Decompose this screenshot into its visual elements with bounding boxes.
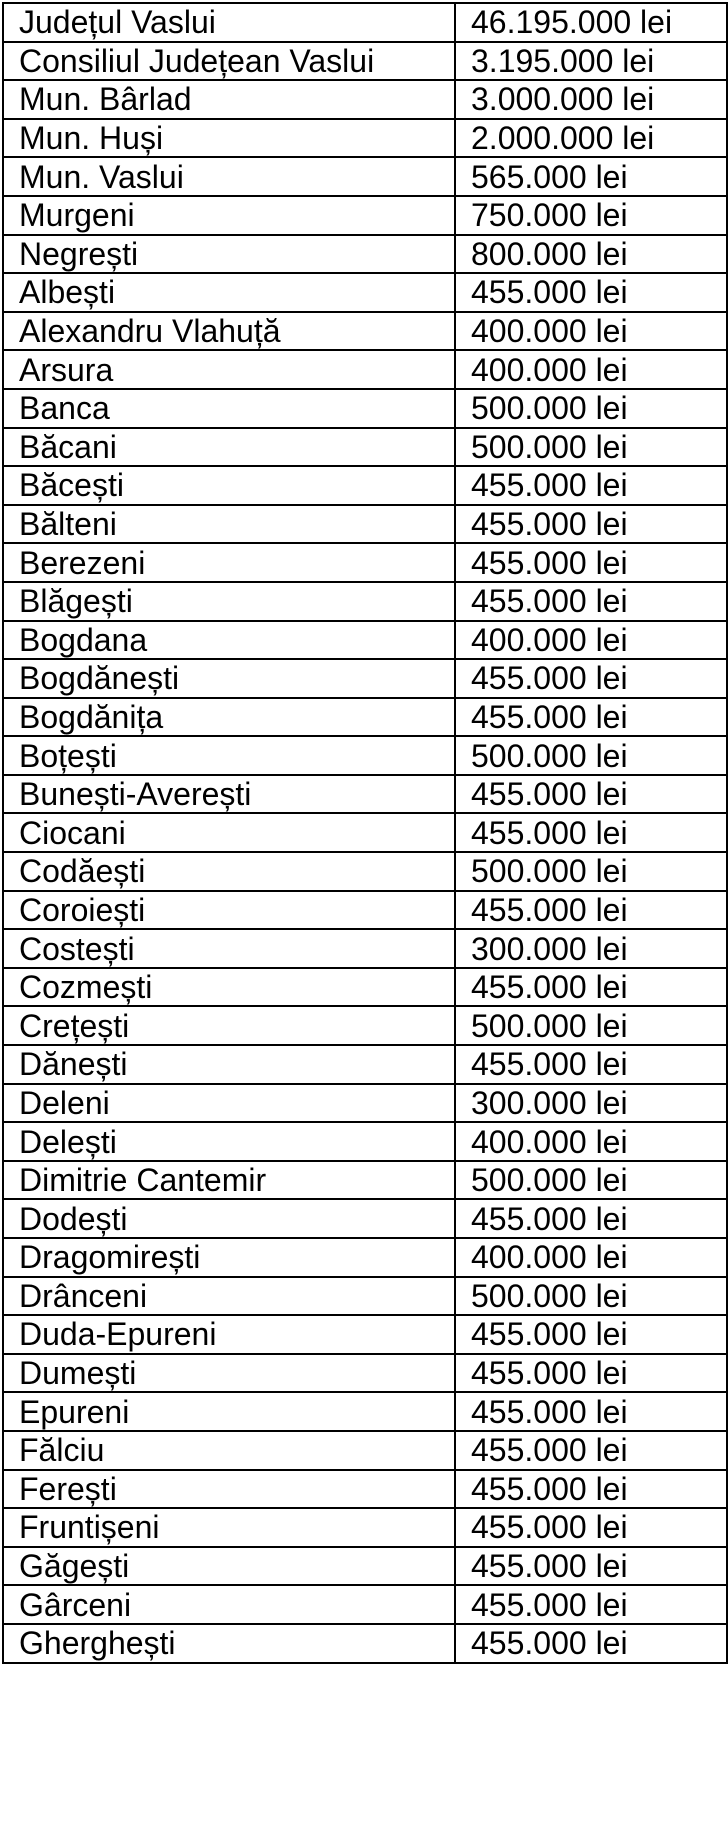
locality-name-cell: Județul Vaslui — [3, 3, 455, 42]
locality-name-cell: Arsura — [3, 350, 455, 389]
amount-cell: 500.000 lei — [455, 1277, 727, 1316]
table-row — [3, 929, 727, 968]
amount-cell: 800.000 lei — [455, 235, 727, 274]
amount-cell: 400.000 lei — [455, 350, 727, 389]
amount-cell: 500.000 lei — [455, 1161, 727, 1200]
locality-name-cell: Murgeni — [3, 196, 455, 235]
locality-name-cell: Dodești — [3, 1199, 455, 1238]
locality-name-cell: Bunești-Averești — [3, 775, 455, 814]
amount-cell: 400.000 lei — [455, 1122, 727, 1161]
table-row — [3, 1006, 727, 1045]
table-row — [3, 1277, 727, 1316]
amount-cell: 3.000.000 lei — [455, 80, 727, 119]
amount-cell: 455.000 lei — [455, 273, 727, 312]
table-row — [3, 157, 727, 196]
locality-name-cell: Deleni — [3, 1084, 455, 1123]
amount-cell: 455.000 lei — [455, 775, 727, 814]
locality-name-cell: Fălciu — [3, 1431, 455, 1470]
amount-cell: 455.000 lei — [455, 659, 727, 698]
table-row — [3, 80, 727, 119]
amount-cell: 455.000 lei — [455, 1315, 727, 1354]
amount-cell: 455.000 lei — [455, 891, 727, 930]
amount-cell: 500.000 lei — [455, 852, 727, 891]
table-row — [3, 1238, 727, 1277]
table-row — [3, 1470, 727, 1509]
table-row — [3, 235, 727, 274]
amount-cell: 455.000 lei — [455, 813, 727, 852]
amount-cell: 455.000 lei — [455, 968, 727, 1007]
locality-name-cell: Bogdănești — [3, 659, 455, 698]
allocation-table — [2, 2, 728, 1664]
table-row — [3, 196, 727, 235]
locality-name-cell: Duda-Epureni — [3, 1315, 455, 1354]
amount-cell: 455.000 lei — [455, 1508, 727, 1547]
locality-name-cell: Găgești — [3, 1547, 455, 1586]
locality-name-cell: Dimitrie Cantemir — [3, 1161, 455, 1200]
amount-cell: 455.000 lei — [455, 1547, 727, 1586]
table-row — [3, 1392, 727, 1431]
locality-name-cell: Delești — [3, 1122, 455, 1161]
locality-name-cell: Gherghești — [3, 1624, 455, 1663]
table-row — [3, 273, 727, 312]
amount-cell: 500.000 lei — [455, 1006, 727, 1045]
table-row — [3, 813, 727, 852]
table-row — [3, 3, 727, 42]
table-row — [3, 582, 727, 621]
amount-cell: 500.000 lei — [455, 428, 727, 467]
amount-cell: 500.000 lei — [455, 389, 727, 428]
table-row — [3, 312, 727, 351]
table-row — [3, 968, 727, 1007]
table-row — [3, 466, 727, 505]
amount-cell: 500.000 lei — [455, 736, 727, 775]
amount-cell: 455.000 lei — [455, 505, 727, 544]
locality-name-cell: Coroiești — [3, 891, 455, 930]
table-row — [3, 119, 727, 158]
amount-cell: 455.000 lei — [455, 466, 727, 505]
amount-cell: 455.000 lei — [455, 1045, 727, 1084]
amount-cell: 3.195.000 lei — [455, 42, 727, 81]
locality-name-cell: Mun. Huși — [3, 119, 455, 158]
table-row — [3, 891, 727, 930]
locality-name-cell: Albești — [3, 273, 455, 312]
locality-name-cell: Ferești — [3, 1470, 455, 1509]
amount-cell: 455.000 lei — [455, 1199, 727, 1238]
locality-name-cell: Ciocani — [3, 813, 455, 852]
table-row — [3, 1315, 727, 1354]
table-row — [3, 1624, 727, 1663]
locality-name-cell: Băcești — [3, 466, 455, 505]
table-row — [3, 42, 727, 81]
amount-cell: 455.000 lei — [455, 1354, 727, 1393]
table-row — [3, 852, 727, 891]
locality-name-cell: Bălteni — [3, 505, 455, 544]
allocation-table-body — [3, 3, 727, 1663]
locality-name-cell: Banca — [3, 389, 455, 428]
amount-cell: 750.000 lei — [455, 196, 727, 235]
locality-name-cell: Drânceni — [3, 1277, 455, 1316]
table-row — [3, 1122, 727, 1161]
amount-cell: 455.000 lei — [455, 1392, 727, 1431]
table-row — [3, 1084, 727, 1123]
locality-name-cell: Alexandru Vlahuță — [3, 312, 455, 351]
locality-name-cell: Berezeni — [3, 543, 455, 582]
locality-name-cell: Dănești — [3, 1045, 455, 1084]
locality-name-cell: Fruntișeni — [3, 1508, 455, 1547]
locality-name-cell: Epureni — [3, 1392, 455, 1431]
locality-name-cell: Costești — [3, 929, 455, 968]
table-row — [3, 621, 727, 660]
table-row — [3, 1354, 727, 1393]
table-row — [3, 1508, 727, 1547]
amount-cell: 455.000 lei — [455, 543, 727, 582]
table-row — [3, 775, 727, 814]
amount-cell: 455.000 lei — [455, 1431, 727, 1470]
table-row — [3, 1585, 727, 1624]
amount-cell: 300.000 lei — [455, 1084, 727, 1123]
table-row — [3, 505, 727, 544]
amount-cell: 565.000 lei — [455, 157, 727, 196]
table-row — [3, 1161, 727, 1200]
table-row — [3, 736, 727, 775]
locality-name-cell: Mun. Vaslui — [3, 157, 455, 196]
locality-name-cell: Consiliul Județean Vaslui — [3, 42, 455, 81]
locality-name-cell: Cozmești — [3, 968, 455, 1007]
table-row — [3, 1431, 727, 1470]
amount-cell: 46.195.000 lei — [455, 3, 727, 42]
amount-cell: 400.000 lei — [455, 621, 727, 660]
amount-cell: 400.000 lei — [455, 1238, 727, 1277]
table-row — [3, 1199, 727, 1238]
locality-name-cell: Băcani — [3, 428, 455, 467]
locality-name-cell: Crețești — [3, 1006, 455, 1045]
amount-cell: 455.000 lei — [455, 1585, 727, 1624]
table-row — [3, 659, 727, 698]
amount-cell: 2.000.000 lei — [455, 119, 727, 158]
table-row — [3, 1547, 727, 1586]
locality-name-cell: Blăgești — [3, 582, 455, 621]
table-row — [3, 698, 727, 737]
locality-name-cell: Bogdănița — [3, 698, 455, 737]
table-row — [3, 428, 727, 467]
locality-name-cell: Negrești — [3, 235, 455, 274]
amount-cell: 455.000 lei — [455, 1470, 727, 1509]
table-row — [3, 389, 727, 428]
locality-name-cell: Gârceni — [3, 1585, 455, 1624]
amount-cell: 300.000 lei — [455, 929, 727, 968]
locality-name-cell: Dragomirești — [3, 1238, 455, 1277]
locality-name-cell: Bogdana — [3, 621, 455, 660]
locality-name-cell: Mun. Bârlad — [3, 80, 455, 119]
table-row — [3, 1045, 727, 1084]
locality-name-cell: Boțești — [3, 736, 455, 775]
table-row — [3, 350, 727, 389]
locality-name-cell: Dumești — [3, 1354, 455, 1393]
amount-cell: 455.000 lei — [455, 582, 727, 621]
amount-cell: 455.000 lei — [455, 698, 727, 737]
table-row — [3, 543, 727, 582]
amount-cell: 400.000 lei — [455, 312, 727, 351]
locality-name-cell: Codăești — [3, 852, 455, 891]
amount-cell: 455.000 lei — [455, 1624, 727, 1663]
